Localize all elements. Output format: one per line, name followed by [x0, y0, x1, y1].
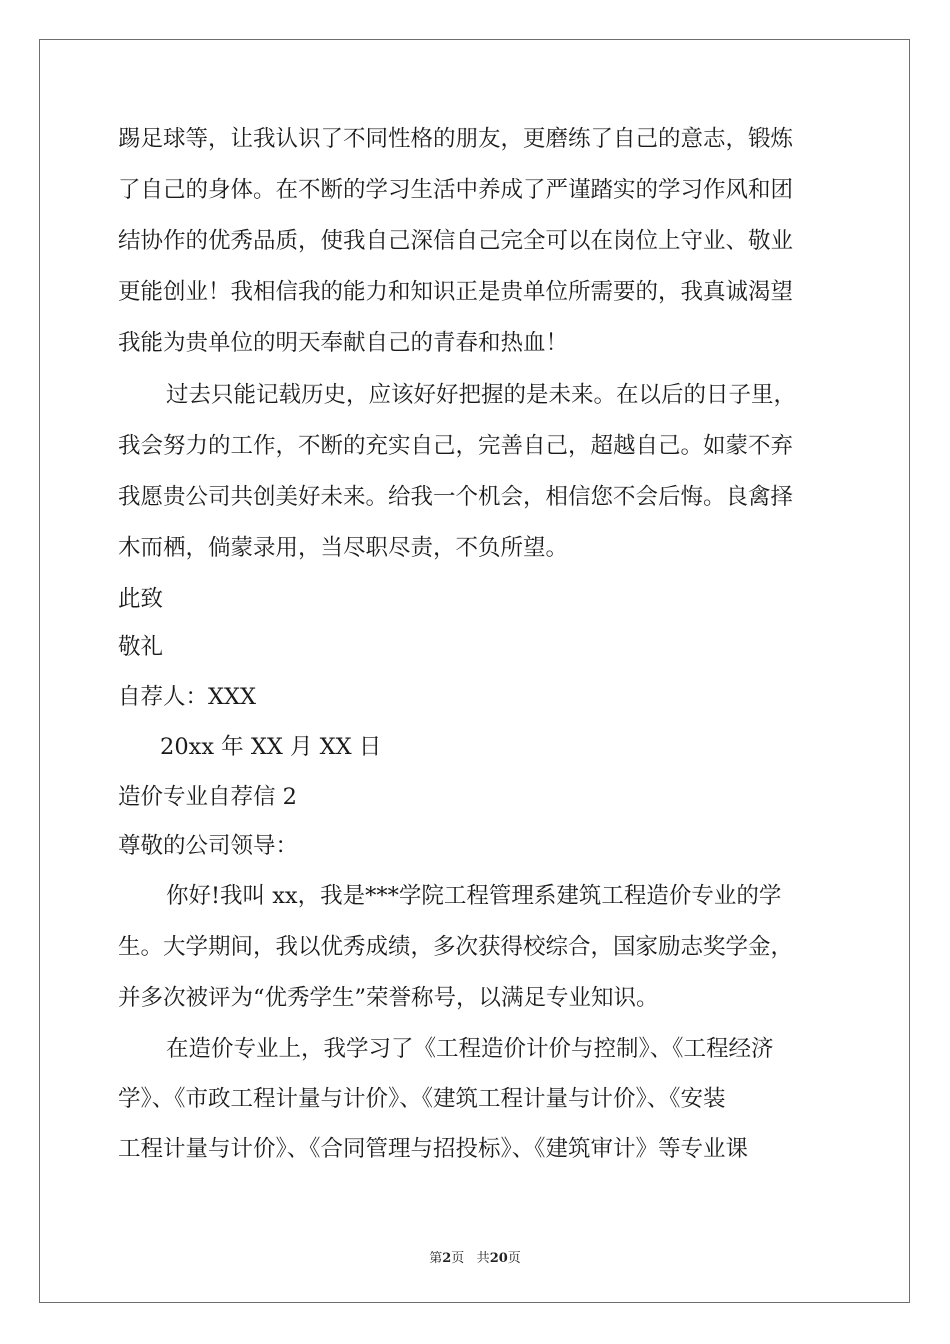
- text-line: 我会努力的工作，不断的充实自己，完善自己，超越自己。如蒙不弃: [118, 433, 794, 459]
- signature-line: 自荐人：XXX: [118, 684, 257, 710]
- text-line: 生。大学期间，我以优秀成绩，多次获得校综合，国家励志奖学金，: [118, 934, 794, 960]
- text-line: 工程计量与计价》、《合同管理与招投标》、《建筑审计》等专业课: [118, 1136, 749, 1162]
- page-footer: [0, 1247, 950, 1266]
- text-line: 我愿贵公司共创美好未来。给我一个机会，相信您不会后悔。良禽择: [118, 484, 794, 510]
- total-pages: 20: [489, 1251, 508, 1266]
- total-prefix: 共: [476, 1251, 490, 1266]
- text-line: 木而栖，倘蒙录用，当尽职尽责，不负所望。: [118, 535, 569, 561]
- date-line: 20xx 年 XX 月 XX 日: [160, 734, 382, 760]
- text-line: 学》、《市政工程计量与计价》、《建筑工程计量与计价》、《安装: [118, 1086, 726, 1112]
- paragraph-start-line: 在造价专业上，我学习了《工程造价计价与控制》、《工程经济: [166, 1036, 774, 1062]
- text-line: 踢足球等，让我认识了不同性格的朋友，更磨练了自己的意志，锻炼: [118, 126, 794, 152]
- closing-salutation: 此致: [118, 586, 164, 612]
- paragraph-start-line: 你好!我叫 xx，我是***学院工程管理系建筑工程造价专业的学: [166, 883, 782, 909]
- page-prefix: 第: [429, 1251, 443, 1266]
- page-suffix: 页: [451, 1251, 465, 1266]
- closing-regards: 敬礼: [118, 634, 164, 660]
- text-line: 我能为贵单位的明天奉献自己的青春和热血！: [118, 330, 569, 356]
- paragraph-start-line: 过去只能记载历史，应该好好把握的是未来。在以后的日子里，: [166, 382, 797, 408]
- text-line: 更能创业！我相信我的能力和知识正是贵单位所需要的，我真诚渴望: [118, 279, 794, 305]
- section-title: 造价专业自荐信 2: [118, 784, 297, 810]
- text-line: 并多次被评为“优秀学生”荣誉称号，以满足专业知识。: [118, 985, 659, 1011]
- text-line: 了自己的身体。在不断的学习生活中养成了严谨踏实的学习作风和团: [118, 177, 794, 203]
- text-line: 结协作的优秀品质，使我自己深信自己完全可以在岗位上守业、敬业: [118, 228, 794, 254]
- greeting-line: 尊敬的公司领导：: [118, 833, 299, 859]
- total-suffix: 页: [507, 1251, 521, 1266]
- page-number: 2: [442, 1251, 452, 1266]
